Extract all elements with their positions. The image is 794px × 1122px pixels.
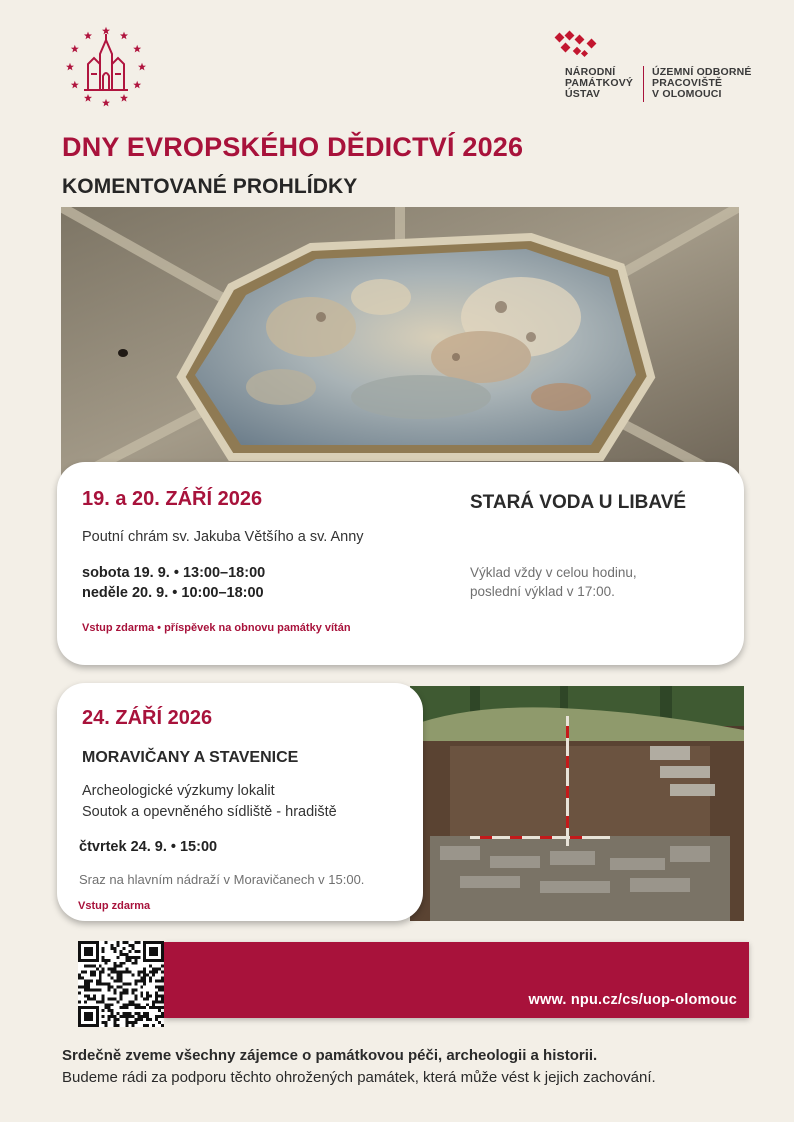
event2-meeting: Sraz na hlavním nádraží v Moravičanech v 15:00. xyxy=(79,872,365,887)
npu-divider xyxy=(643,66,644,102)
website-link[interactable]: www. npu.cz/cs/uop-olomouc xyxy=(528,992,737,1008)
event1-entry-note: Vstup zdarma • příspěvek na obnovu památky vítán xyxy=(82,622,351,634)
npu-branch xyxy=(652,67,762,100)
npu-name xyxy=(565,67,645,100)
excavation-photo xyxy=(410,686,744,921)
ceiling-fresco-photo xyxy=(61,207,739,485)
star-icon xyxy=(71,81,79,89)
star-icon xyxy=(133,81,141,89)
footer-band xyxy=(164,942,749,1018)
event-card-moravicany xyxy=(57,683,423,921)
npu-logo-icon xyxy=(552,30,604,60)
star-icon xyxy=(66,63,74,71)
main-title: DNY EVROPSKÉHO DĚDICTVÍ 2026 xyxy=(62,132,524,162)
event1-sunday: neděle 20. 9. • 10:00–18:00 xyxy=(82,585,264,601)
event2-date: 24. ZÁŘÍ 2026 xyxy=(82,707,213,729)
event2-desc-line1: Archeologické výzkumy lokalit xyxy=(82,783,275,799)
event2-desc-line2: Soutok a opevněného sídliště - hradiště xyxy=(82,804,337,820)
event1-saturday: sobota 19. 9. • 13:00–18:00 xyxy=(82,565,266,581)
npu-name-line: ÚSTAV xyxy=(565,88,601,100)
npu-branch-line: V OLOMOUCI xyxy=(652,88,722,100)
event1-info-line1: Výklad vždy v celou hodinu, xyxy=(470,565,637,580)
star-icon xyxy=(120,32,128,40)
star-icon xyxy=(84,32,92,40)
star-icon xyxy=(138,63,146,71)
star-icon xyxy=(133,45,141,53)
npu-name-line: NÁRODNÍ xyxy=(565,66,616,78)
event2-entry-note: Vstup zdarma xyxy=(78,900,151,912)
heritage-logo xyxy=(62,24,150,110)
event2-place: MORAVIČANY A STAVENICE xyxy=(82,749,299,766)
npu-name-line: PAMÁTKOVÝ xyxy=(565,77,634,89)
npu-branch-line: PRACOVIŠTĚ xyxy=(652,77,723,89)
star-icon xyxy=(102,27,110,35)
star-icon xyxy=(120,94,128,102)
star-icon xyxy=(71,45,79,53)
invitation-subline: Budeme rádi za podporu těchto ohrožených památek, která může vést k jejich zachování. xyxy=(62,1069,656,1086)
event-card-stara-voda xyxy=(57,462,744,665)
star-icon xyxy=(102,99,110,107)
event1-venue: Poutní chrám sv. Jakuba Většího a sv. Anny xyxy=(82,529,364,545)
event2-time: čtvrtek 24. 9. • 15:00 xyxy=(79,839,218,855)
invitation-line: Srdečně zveme všechny zájemce o památkovou péči, archeologii a historii. xyxy=(62,1047,598,1064)
qr-code-icon[interactable] xyxy=(78,941,164,1027)
subtitle: KOMENTOVANÉ PROHLÍDKY xyxy=(62,175,358,198)
star-icon xyxy=(84,94,92,102)
event1-date: 19. a 20. ZÁŘÍ 2026 xyxy=(82,488,263,510)
event1-place: STARÁ VODA U LIBAVÉ xyxy=(470,492,687,513)
npu-branch-line: ÚZEMNÍ ODBORNÉ xyxy=(652,66,752,78)
event1-info-line2: poslední výklad v 17:00. xyxy=(470,584,615,599)
